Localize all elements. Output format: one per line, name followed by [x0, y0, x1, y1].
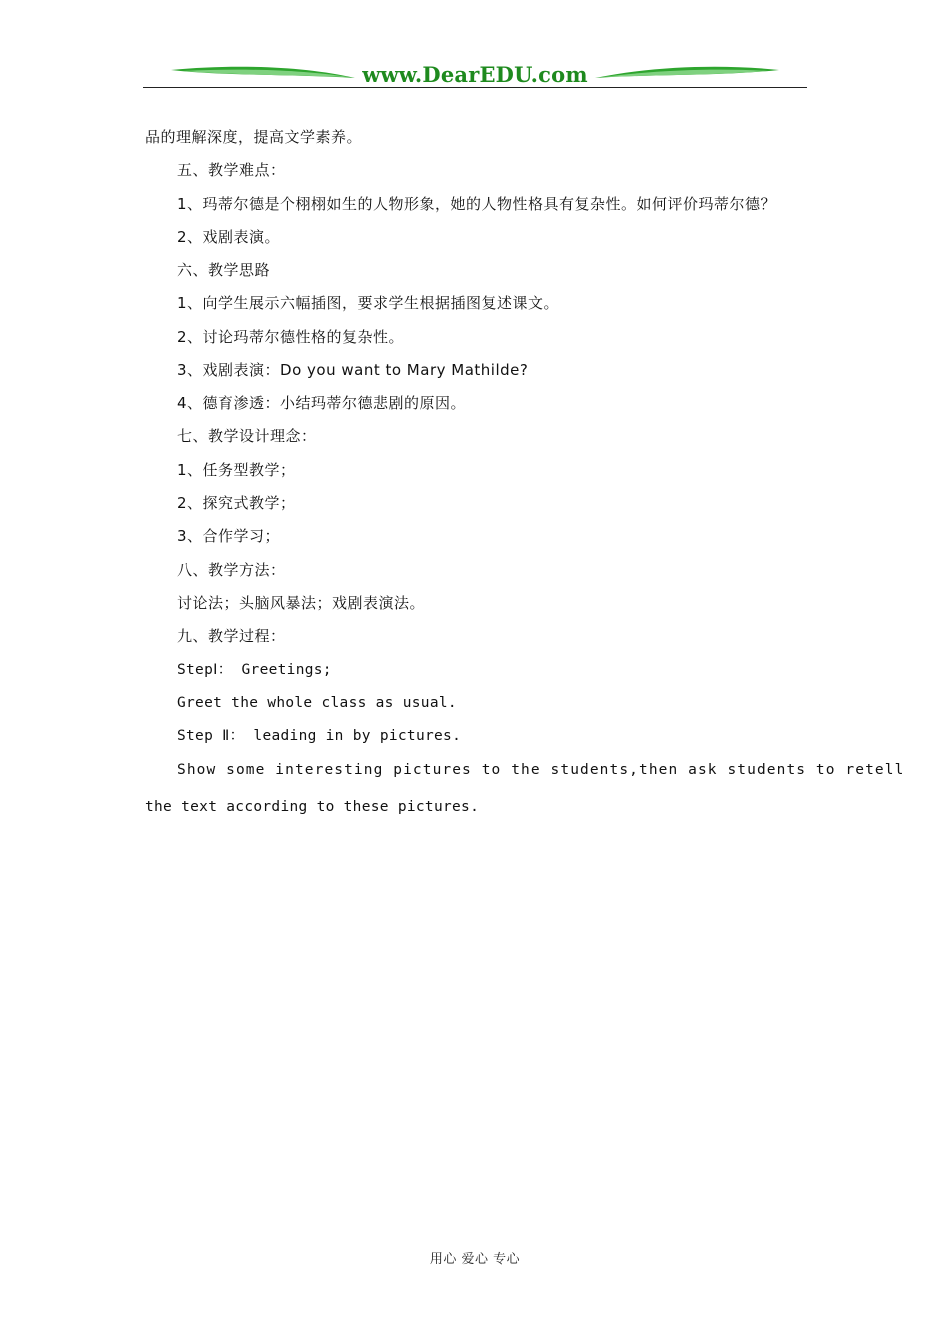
- text-line: 3、戏剧表演：Do you want to Mary Mathilde?: [177, 361, 529, 379]
- text-line: Greet the whole class as usual.: [177, 695, 457, 711]
- section-heading: 五、教学难点：: [177, 161, 286, 179]
- text-line: 讨论法；头脑风暴法；戏剧表演法。: [177, 594, 426, 612]
- text-line: 品的理解深度，提高文学素养。: [145, 128, 363, 146]
- section-heading: 七、教学设计理念：: [177, 427, 317, 445]
- text-line: 2、探究式教学；: [177, 494, 296, 512]
- text-line: 2、讨论玛蒂尔德性格的复杂性。: [177, 328, 405, 346]
- page-header: [143, 58, 807, 92]
- site-logo-text: www.DearEDU.com: [362, 62, 588, 87]
- text-line: 1、任务型教学；: [177, 461, 296, 479]
- header-rule: [143, 87, 807, 88]
- step-line: Step Ⅱ： leading in by pictures.: [177, 728, 462, 744]
- section-heading: 九、教学过程：: [177, 627, 286, 645]
- text-line: 1、玛蒂尔德是个栩栩如生的人物形象，她的人物性格具有复杂性。如何评价玛蒂尔德？: [177, 195, 777, 213]
- section-heading: 八、教学方法：: [177, 561, 286, 579]
- text-line: the text according to these pictures.: [145, 799, 480, 815]
- text-line: Show some interesting pictures to the students,then ask students to retell: [177, 762, 905, 778]
- section-heading: 六、教学思路: [177, 261, 271, 279]
- text-line: 4、德育渗透：小结玛蒂尔德悲剧的原因。: [177, 394, 467, 412]
- step-line: StepⅠ： Greetings;: [177, 662, 332, 678]
- text-line: 2、戏剧表演。: [177, 228, 281, 246]
- text-line: 3、合作学习；: [177, 527, 281, 545]
- page-footer: 用心 爱心 专心: [429, 1252, 521, 1267]
- text-line: 1、向学生展示六幅插图，要求学生根据插图复述课文。: [177, 294, 560, 312]
